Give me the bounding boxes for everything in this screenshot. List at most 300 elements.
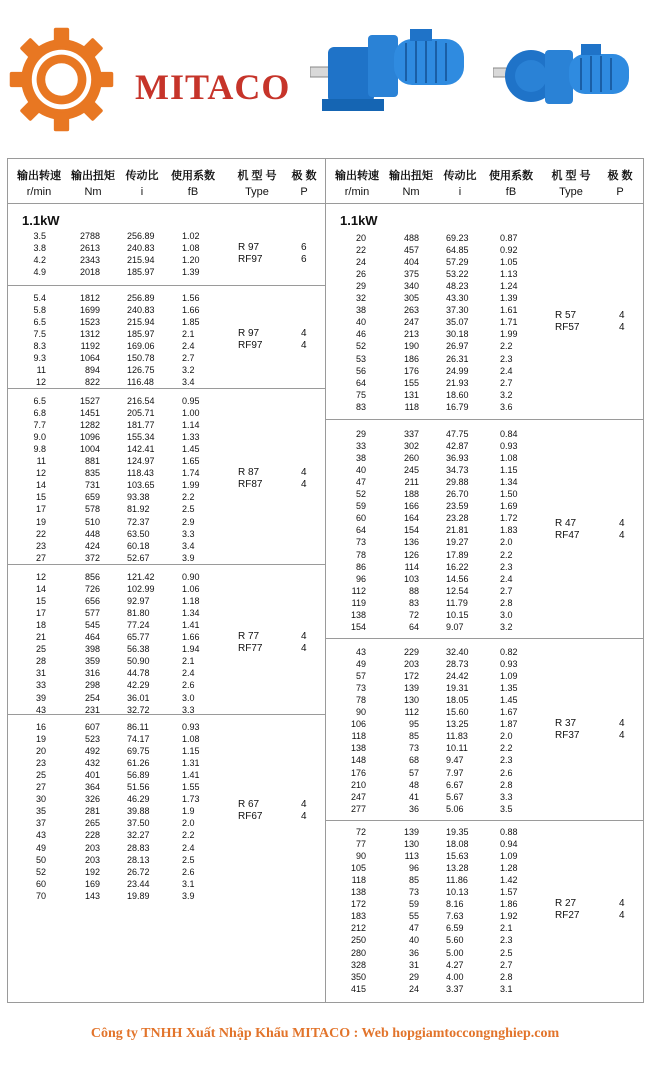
ratio-cell: 3.37 bbox=[446, 983, 464, 994]
torque-cell: 545 bbox=[84, 620, 100, 631]
speed-cell: 277 bbox=[350, 803, 366, 814]
ratio-cell: 121.42 bbox=[127, 572, 155, 582]
ratio-cell: 23.44 bbox=[127, 878, 150, 889]
ratio-cell: 5.67 bbox=[446, 791, 464, 802]
ratio-cell: 9.07 bbox=[446, 621, 464, 632]
model-type-label: RF57 bbox=[555, 322, 580, 334]
service-factor-cell: 0.84 bbox=[500, 429, 518, 439]
ratio-cell: 6.59 bbox=[446, 923, 464, 934]
torque-cell: 130 bbox=[403, 839, 419, 850]
torque-cell: 894 bbox=[84, 365, 100, 376]
speed-cell: 12 bbox=[35, 468, 46, 479]
header-torque: 输出扭矩 bbox=[389, 170, 433, 182]
ratio-cell: 29.88 bbox=[446, 477, 469, 488]
speed-cell: 19 bbox=[35, 734, 46, 745]
torque-cell: 103 bbox=[403, 573, 419, 584]
speed-cell: 52 bbox=[355, 489, 366, 500]
service-factor-cell: 3.4 bbox=[182, 540, 195, 551]
speed-cell: 86 bbox=[355, 561, 366, 572]
ratio-cell: 215.94 bbox=[127, 317, 155, 328]
speed-cell: 176 bbox=[350, 767, 366, 778]
table-row bbox=[0, 682, 650, 694]
torque-cell: 401 bbox=[84, 770, 100, 781]
ratio-cell: 43.30 bbox=[446, 293, 469, 304]
table-row bbox=[0, 328, 650, 340]
service-factor-cell: 1.74 bbox=[182, 468, 200, 479]
ratio-cell: 32.72 bbox=[127, 704, 150, 715]
speed-cell: 7.5 bbox=[33, 329, 46, 340]
speed-cell: 105 bbox=[350, 863, 366, 874]
ratio-cell: 205.71 bbox=[127, 408, 155, 419]
ratio-cell: 93.38 bbox=[127, 492, 150, 503]
torque-cell: 1699 bbox=[79, 305, 100, 316]
table-row bbox=[0, 353, 650, 365]
service-factor-cell: 3.3 bbox=[182, 704, 195, 715]
table-row bbox=[0, 377, 650, 389]
speed-cell: 50 bbox=[35, 854, 46, 865]
speed-cell: 39 bbox=[35, 692, 46, 703]
ratio-cell: 18.60 bbox=[446, 389, 469, 400]
table-row bbox=[0, 971, 650, 983]
service-factor-cell: 1.33 bbox=[182, 432, 200, 443]
table-row bbox=[0, 512, 650, 524]
speed-cell: 15 bbox=[35, 492, 46, 503]
torque-cell: 24 bbox=[408, 983, 419, 994]
speed-cell: 56 bbox=[355, 365, 366, 376]
service-factor-cell: 2.3 bbox=[500, 561, 513, 572]
ratio-cell: 46.29 bbox=[127, 794, 150, 805]
ratio-cell: 4.27 bbox=[446, 959, 464, 970]
torque-cell: 96 bbox=[408, 863, 419, 874]
ratio-cell: 19.89 bbox=[127, 890, 150, 901]
torque-cell: 188 bbox=[403, 489, 419, 500]
table-row bbox=[0, 292, 650, 304]
ratio-cell: 92.97 bbox=[127, 596, 150, 607]
model-type-label: RF67 bbox=[238, 811, 263, 823]
service-factor-cell: 2.2 bbox=[182, 830, 195, 841]
page-header bbox=[0, 0, 650, 150]
ratio-cell: 28.13 bbox=[127, 854, 150, 865]
speed-cell: 33 bbox=[355, 441, 366, 452]
ratio-cell: 69.75 bbox=[127, 746, 150, 757]
speed-cell: 11 bbox=[36, 456, 46, 467]
model-type-label: RF97 bbox=[238, 254, 263, 266]
speed-cell: 138 bbox=[350, 609, 366, 620]
speed-cell: 9.3 bbox=[33, 353, 46, 364]
header-ratio-unit: i bbox=[458, 186, 462, 198]
speed-cell: 27 bbox=[35, 782, 46, 793]
pole-count: 4 bbox=[619, 530, 625, 542]
service-factor-cell: 1.69 bbox=[500, 501, 518, 512]
ratio-cell: 4.00 bbox=[446, 971, 464, 982]
service-factor-cell: 1.45 bbox=[182, 444, 200, 455]
service-factor-cell: 2.8 bbox=[500, 971, 513, 982]
header-service-factor: 使用系数 bbox=[171, 170, 215, 182]
group-divider bbox=[325, 638, 644, 639]
header-service-factor-unit: fB bbox=[505, 186, 517, 198]
service-factor-cell: 3.4 bbox=[182, 377, 195, 388]
service-factor-cell: 1.65 bbox=[182, 456, 200, 467]
speed-cell: 40 bbox=[355, 465, 366, 476]
service-factor-cell: 1.67 bbox=[500, 707, 518, 718]
speed-cell: 24 bbox=[355, 257, 366, 268]
ratio-cell: 124.97 bbox=[127, 456, 155, 467]
speed-cell: 43 bbox=[35, 704, 46, 715]
table-row bbox=[0, 791, 650, 803]
speed-cell: 52 bbox=[35, 866, 46, 877]
speed-cell: 17 bbox=[35, 608, 46, 619]
torque-cell: 213 bbox=[403, 329, 419, 340]
service-factor-cell: 2.5 bbox=[500, 947, 513, 958]
ratio-cell: 256.89 bbox=[127, 293, 155, 303]
torque-cell: 457 bbox=[403, 245, 419, 256]
torque-cell: 1451 bbox=[79, 408, 100, 419]
ratio-cell: 12.54 bbox=[446, 585, 469, 596]
ratio-cell: 150.78 bbox=[127, 353, 155, 364]
service-factor-cell: 1.09 bbox=[500, 851, 518, 862]
torque-cell: 114 bbox=[404, 561, 419, 572]
ratio-cell: 56.89 bbox=[127, 770, 150, 781]
torque-cell: 211 bbox=[404, 477, 419, 488]
table-row bbox=[0, 886, 650, 898]
torque-cell: 64 bbox=[408, 621, 419, 632]
torque-cell: 88 bbox=[408, 585, 419, 596]
ratio-cell: 37.50 bbox=[127, 818, 150, 829]
speed-cell: 6.5 bbox=[33, 317, 46, 328]
ratio-cell: 69.23 bbox=[446, 233, 469, 243]
brand-name: MITACO bbox=[135, 67, 291, 107]
table-row bbox=[0, 621, 650, 633]
speed-cell: 96 bbox=[355, 573, 366, 584]
speed-cell: 415 bbox=[350, 983, 366, 994]
torque-cell: 172 bbox=[403, 671, 419, 682]
model-type-label: RF87 bbox=[238, 479, 263, 491]
torque-cell: 835 bbox=[84, 468, 100, 479]
table-row bbox=[0, 561, 650, 573]
service-factor-cell: 2.8 bbox=[500, 779, 513, 790]
service-factor-cell: 1.39 bbox=[182, 267, 200, 278]
torque-cell: 340 bbox=[403, 281, 419, 292]
torque-cell: 203 bbox=[84, 854, 100, 865]
torque-cell: 881 bbox=[84, 456, 100, 467]
torque-cell: 1523 bbox=[79, 317, 100, 328]
speed-cell: 14 bbox=[35, 480, 46, 491]
header-torque-unit: Nm bbox=[84, 186, 102, 198]
torque-cell: 1192 bbox=[80, 341, 100, 352]
ratio-cell: 42.29 bbox=[127, 680, 150, 691]
speed-cell: 72 bbox=[355, 827, 366, 837]
torque-cell: 40 bbox=[408, 935, 419, 946]
ratio-cell: 169.06 bbox=[127, 341, 155, 352]
torque-cell: 448 bbox=[84, 528, 100, 539]
table-row bbox=[0, 573, 650, 585]
speed-cell: 90 bbox=[355, 707, 366, 718]
ratio-cell: 10.15 bbox=[446, 609, 469, 620]
pole-count: 6 bbox=[301, 242, 307, 254]
service-factor-cell: 1.42 bbox=[500, 875, 518, 886]
speed-cell: 77 bbox=[355, 839, 366, 850]
torque-cell: 656 bbox=[84, 596, 100, 607]
table-row bbox=[0, 754, 650, 766]
speed-cell: 25 bbox=[35, 770, 46, 781]
ratio-cell: 181.77 bbox=[127, 420, 155, 431]
service-factor-cell: 1.72 bbox=[500, 513, 518, 524]
table-row bbox=[0, 536, 650, 548]
speed-cell: 78 bbox=[355, 695, 366, 706]
model-type-label: RF47 bbox=[555, 530, 580, 542]
ratio-cell: 18.05 bbox=[446, 695, 469, 706]
speed-cell: 83 bbox=[355, 401, 366, 412]
speed-cell: 138 bbox=[350, 743, 366, 754]
service-factor-cell: 0.88 bbox=[500, 827, 518, 837]
torque-cell: 154 bbox=[403, 525, 419, 536]
torque-cell: 72 bbox=[408, 609, 419, 620]
model-type-label: R 27 bbox=[555, 898, 577, 910]
torque-cell: 492 bbox=[84, 746, 100, 757]
service-factor-cell: 1.09 bbox=[500, 671, 518, 682]
service-factor-cell: 1.57 bbox=[500, 887, 518, 898]
speed-cell: 38 bbox=[355, 305, 366, 316]
service-factor-cell: 2.3 bbox=[500, 935, 513, 946]
ratio-cell: 5.06 bbox=[446, 803, 464, 814]
torque-cell: 130 bbox=[403, 695, 419, 706]
service-factor-cell: 2.3 bbox=[500, 755, 513, 766]
speed-cell: 33 bbox=[35, 680, 46, 691]
pole-count: 4 bbox=[301, 328, 307, 340]
speed-cell: 12 bbox=[35, 377, 46, 388]
group-divider bbox=[325, 419, 644, 420]
speed-cell: 11 bbox=[36, 365, 46, 376]
ratio-cell: 17.89 bbox=[446, 549, 469, 560]
pole-count: 4 bbox=[301, 799, 307, 811]
torque-cell: 432 bbox=[84, 758, 100, 769]
table-row bbox=[0, 742, 650, 754]
model-type-label: R 77 bbox=[238, 631, 260, 643]
service-factor-cell: 1.35 bbox=[500, 683, 518, 694]
service-factor-cell: 2.2 bbox=[500, 549, 513, 560]
table-row bbox=[0, 922, 650, 934]
speed-cell: 119 bbox=[351, 597, 366, 608]
torque-cell: 731 bbox=[84, 480, 100, 491]
speed-cell: 49 bbox=[35, 842, 46, 853]
torque-cell: 68 bbox=[408, 755, 419, 766]
ratio-cell: 36.93 bbox=[446, 453, 469, 464]
torque-cell: 305 bbox=[403, 293, 419, 304]
torque-cell: 856 bbox=[84, 572, 100, 582]
service-factor-cell: 1.24 bbox=[500, 281, 518, 292]
model-type-label: R 67 bbox=[238, 799, 260, 811]
ratio-cell: 11.86 bbox=[446, 875, 468, 886]
ratio-cell: 61.26 bbox=[127, 758, 150, 769]
service-factor-cell: 2.4 bbox=[500, 573, 513, 584]
torque-cell: 523 bbox=[84, 734, 100, 745]
service-factor-cell: 0.93 bbox=[182, 722, 200, 732]
ratio-cell: 47.75 bbox=[446, 429, 469, 439]
torque-cell: 47 bbox=[408, 923, 419, 934]
speed-cell: 53 bbox=[355, 353, 366, 364]
service-factor-cell: 3.2 bbox=[500, 621, 513, 632]
ratio-cell: 16.22 bbox=[446, 561, 469, 572]
gear-motor-icon bbox=[310, 25, 475, 120]
table-row bbox=[0, 706, 650, 718]
torque-cell: 36 bbox=[408, 803, 419, 814]
service-factor-cell: 3.6 bbox=[500, 401, 513, 412]
torque-cell: 1527 bbox=[79, 396, 100, 406]
speed-cell: 212 bbox=[350, 923, 366, 934]
service-factor-cell: 1.08 bbox=[182, 243, 200, 254]
pole-count: 4 bbox=[619, 310, 625, 322]
torque-cell: 404 bbox=[403, 257, 419, 268]
ratio-cell: 256.89 bbox=[127, 231, 155, 241]
ratio-cell: 155.34 bbox=[127, 432, 155, 443]
service-factor-cell: 0.93 bbox=[500, 441, 518, 452]
ratio-cell: 37.30 bbox=[446, 305, 469, 316]
speed-cell: 20 bbox=[35, 746, 46, 757]
speed-cell: 75 bbox=[355, 389, 366, 400]
torque-cell: 118 bbox=[404, 401, 419, 412]
service-factor-cell: 1.18 bbox=[182, 596, 200, 607]
service-factor-cell: 1.00 bbox=[182, 408, 200, 419]
speed-cell: 5.8 bbox=[33, 305, 46, 316]
pole-count: 4 bbox=[301, 479, 307, 491]
torque-cell: 372 bbox=[84, 552, 100, 563]
torque-cell: 1096 bbox=[79, 432, 100, 443]
service-factor-cell: 1.28 bbox=[500, 863, 518, 874]
ratio-cell: 32.40 bbox=[446, 647, 469, 657]
ratio-cell: 26.31 bbox=[446, 353, 469, 364]
speed-cell: 106 bbox=[350, 719, 366, 730]
speed-cell: 4.9 bbox=[33, 267, 46, 278]
ratio-cell: 7.97 bbox=[446, 767, 464, 778]
header-ratio: 传动比 bbox=[443, 170, 477, 182]
torque-cell: 263 bbox=[403, 305, 419, 316]
service-factor-cell: 2.2 bbox=[500, 341, 513, 352]
service-factor-cell: 3.0 bbox=[182, 692, 195, 703]
torque-cell: 822 bbox=[84, 377, 100, 388]
pole-count: 4 bbox=[619, 898, 625, 910]
ratio-cell: 60.18 bbox=[127, 540, 150, 551]
speed-cell: 49 bbox=[355, 659, 366, 670]
header-speed: 输出转速 bbox=[17, 170, 61, 182]
speed-cell: 250 bbox=[350, 935, 366, 946]
ratio-cell: 103.65 bbox=[127, 480, 155, 491]
service-factor-cell: 3.2 bbox=[500, 389, 513, 400]
torque-cell: 607 bbox=[84, 722, 100, 732]
torque-cell: 298 bbox=[84, 680, 100, 691]
speed-cell: 16 bbox=[35, 722, 46, 732]
torque-cell: 85 bbox=[408, 731, 419, 742]
service-factor-cell: 0.93 bbox=[500, 659, 518, 670]
table-row bbox=[0, 718, 650, 730]
ratio-cell: 26.72 bbox=[127, 866, 150, 877]
service-factor-cell: 3.1 bbox=[182, 878, 195, 889]
speed-cell: 9.0 bbox=[33, 432, 46, 443]
speed-cell: 78 bbox=[355, 549, 366, 560]
torque-cell: 316 bbox=[84, 668, 100, 679]
ratio-cell: 185.97 bbox=[127, 329, 155, 340]
model-type-label: R 47 bbox=[555, 518, 577, 530]
torque-cell: 1312 bbox=[79, 329, 100, 340]
service-factor-cell: 3.3 bbox=[500, 791, 513, 802]
service-factor-cell: 2.0 bbox=[500, 731, 513, 742]
header-speed: 输出转速 bbox=[335, 170, 379, 182]
header-ratio: 传动比 bbox=[125, 170, 159, 182]
torque-cell: 578 bbox=[84, 504, 100, 515]
table-row bbox=[0, 488, 650, 500]
speed-cell: 46 bbox=[355, 329, 366, 340]
speed-cell: 70 bbox=[35, 890, 46, 901]
ratio-cell: 240.83 bbox=[127, 305, 155, 316]
torque-cell: 41 bbox=[408, 791, 419, 802]
service-factor-cell: 2.2 bbox=[500, 743, 513, 754]
service-factor-cell: 1.41 bbox=[182, 770, 200, 781]
service-factor-cell: 3.9 bbox=[182, 552, 195, 563]
speed-cell: 37 bbox=[35, 818, 46, 829]
table-row bbox=[0, 428, 650, 440]
speed-cell: 31 bbox=[35, 668, 46, 679]
speed-cell: 30 bbox=[35, 794, 46, 805]
speed-cell: 118 bbox=[351, 875, 366, 886]
speed-cell: 4.2 bbox=[33, 255, 46, 266]
gear-motor-icon bbox=[493, 38, 638, 118]
service-factor-cell: 2.7 bbox=[182, 353, 195, 364]
pole-count: 4 bbox=[301, 631, 307, 643]
torque-cell: 260 bbox=[403, 453, 419, 464]
table-row bbox=[0, 389, 650, 401]
speed-cell: 26 bbox=[355, 269, 366, 280]
pole-count: 4 bbox=[301, 467, 307, 479]
service-factor-cell: 1.34 bbox=[500, 477, 518, 488]
header-poles-unit: P bbox=[300, 186, 308, 198]
service-factor-cell: 1.08 bbox=[500, 453, 518, 464]
ratio-cell: 74.17 bbox=[127, 734, 150, 745]
ratio-cell: 15.60 bbox=[446, 707, 469, 718]
torque-cell: 73 bbox=[408, 743, 419, 754]
service-factor-cell: 2.5 bbox=[182, 854, 195, 865]
ratio-cell: 39.88 bbox=[127, 806, 150, 817]
table-row bbox=[0, 609, 650, 621]
ratio-cell: 26.70 bbox=[446, 489, 469, 500]
torque-cell: 139 bbox=[403, 683, 419, 694]
speed-cell: 18 bbox=[35, 620, 46, 631]
service-factor-cell: 1.71 bbox=[500, 317, 518, 328]
torque-cell: 192 bbox=[84, 866, 100, 877]
ratio-cell: 19.35 bbox=[446, 827, 469, 837]
service-factor-cell: 1.92 bbox=[500, 911, 518, 922]
speed-cell: 154 bbox=[350, 621, 366, 632]
service-factor-cell: 2.0 bbox=[182, 818, 195, 829]
service-factor-cell: 1.83 bbox=[500, 525, 518, 536]
model-type-label: RF77 bbox=[238, 643, 263, 655]
table-row bbox=[0, 476, 650, 488]
speed-cell: 12 bbox=[35, 572, 46, 582]
table-row bbox=[0, 524, 650, 536]
torque-cell: 48 bbox=[408, 779, 419, 790]
ratio-cell: 21.93 bbox=[446, 377, 469, 388]
service-factor-cell: 1.45 bbox=[500, 695, 518, 706]
table-row bbox=[0, 268, 650, 280]
torque-cell: 164 bbox=[403, 513, 419, 524]
ratio-cell: 21.81 bbox=[446, 525, 469, 536]
speed-cell: 73 bbox=[355, 683, 366, 694]
speed-cell: 112 bbox=[351, 585, 366, 596]
model-type-label: RF27 bbox=[555, 910, 580, 922]
ratio-cell: 240.83 bbox=[127, 243, 155, 254]
service-factor-cell: 1.06 bbox=[182, 584, 200, 595]
service-factor-cell: 2.2 bbox=[182, 492, 195, 503]
speed-cell: 9.8 bbox=[33, 444, 46, 455]
speed-cell: 27 bbox=[35, 552, 46, 563]
